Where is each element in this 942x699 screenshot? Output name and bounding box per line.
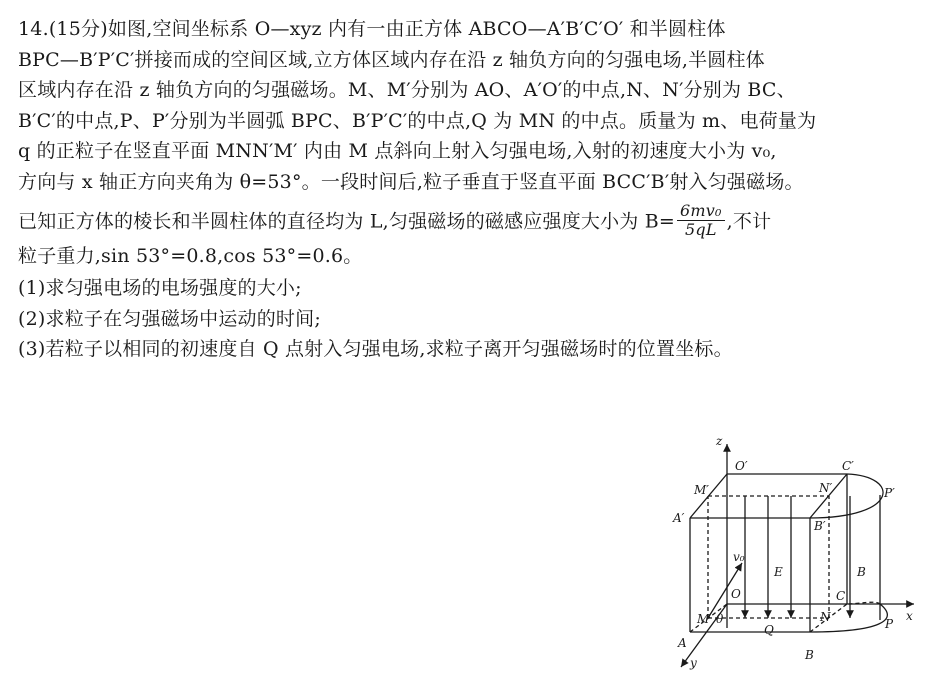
label-N: N bbox=[820, 610, 831, 624]
label-A: A bbox=[678, 636, 687, 650]
question-1: (1)求匀强电场的电场强度的大小; bbox=[18, 277, 302, 300]
problem-line-6: 方向与 x 轴正方向夹角为 θ=53°。一段时间后,粒子垂直于竖直平面 BCC′B′射入匀强磁场。 bbox=[18, 170, 804, 193]
formula-numerator: 6mv₀ bbox=[677, 202, 725, 221]
label-C: C bbox=[836, 589, 846, 603]
problem-line-3: 区域内存在沿 z 轴负方向的匀强磁场。M、M′分别为 AO、A′O′的中点,N、N′分别为 BC、 bbox=[18, 79, 796, 102]
question-3: (3)若粒子以相同的初速度自 Q 点射入匀强电场,求粒子离开匀强磁场时的位置坐标。 bbox=[18, 338, 733, 361]
problem-line-1: 14.(15分)如图,空间坐标系 O—xyz 内有一由正方体 ABCO—A′B′C′O′ 和半圆柱体 bbox=[18, 18, 726, 40]
label-B-field: B bbox=[857, 565, 866, 579]
label-z: z bbox=[716, 434, 723, 448]
formula-denominator: 5qL bbox=[685, 219, 717, 239]
label-N-prime: N′ bbox=[819, 481, 833, 495]
label-B: B bbox=[805, 648, 814, 662]
label-O-prime: O′ bbox=[735, 459, 748, 473]
label-y: y bbox=[690, 656, 697, 670]
label-v0: v₀ bbox=[733, 550, 745, 564]
label-M: M bbox=[697, 612, 710, 626]
line-7-tail: ,不计 bbox=[726, 210, 772, 233]
line-7-text: 已知正方体的棱长和半圆柱体的直径均为 L,匀强磁场的磁感应强度大小为 B= bbox=[18, 210, 676, 233]
label-Q: Q bbox=[764, 623, 774, 637]
label-theta: θ bbox=[716, 612, 724, 626]
label-M-prime: M′ bbox=[694, 483, 710, 497]
label-C-prime: C′ bbox=[842, 459, 854, 473]
label-B-prime: B′ bbox=[814, 519, 826, 533]
label-x: x bbox=[906, 609, 913, 623]
problem-line-4: B′C′的中点,P、P′分别为半圆弧 BPC、B′P′C′的中点,Q 为 MN 的中点。质量为 m、电荷量为 bbox=[18, 109, 817, 132]
problem-line-5: q 的正粒子在竖直平面 MNN′M′ 内由 M 点斜向上射入匀强电场,入射的初速度大小为 v₀, bbox=[18, 140, 777, 163]
problem-line-2: BPC—B′P′C′拼接而成的空间区域,立方体区域内存在沿 z 轴负方向的匀强电场,半圆柱体 bbox=[18, 48, 765, 71]
problem-line-8: 粒子重力,sin 53°=0.8,cos 53°=0.6。 bbox=[18, 244, 363, 267]
label-E: E bbox=[774, 565, 783, 579]
label-P-prime: P′ bbox=[884, 486, 895, 500]
label-P: P bbox=[885, 617, 894, 631]
question-2: (2)求粒子在匀强磁场中运动的时间; bbox=[18, 307, 321, 330]
label-O: O bbox=[731, 587, 741, 601]
label-A-prime: A′ bbox=[673, 511, 685, 525]
